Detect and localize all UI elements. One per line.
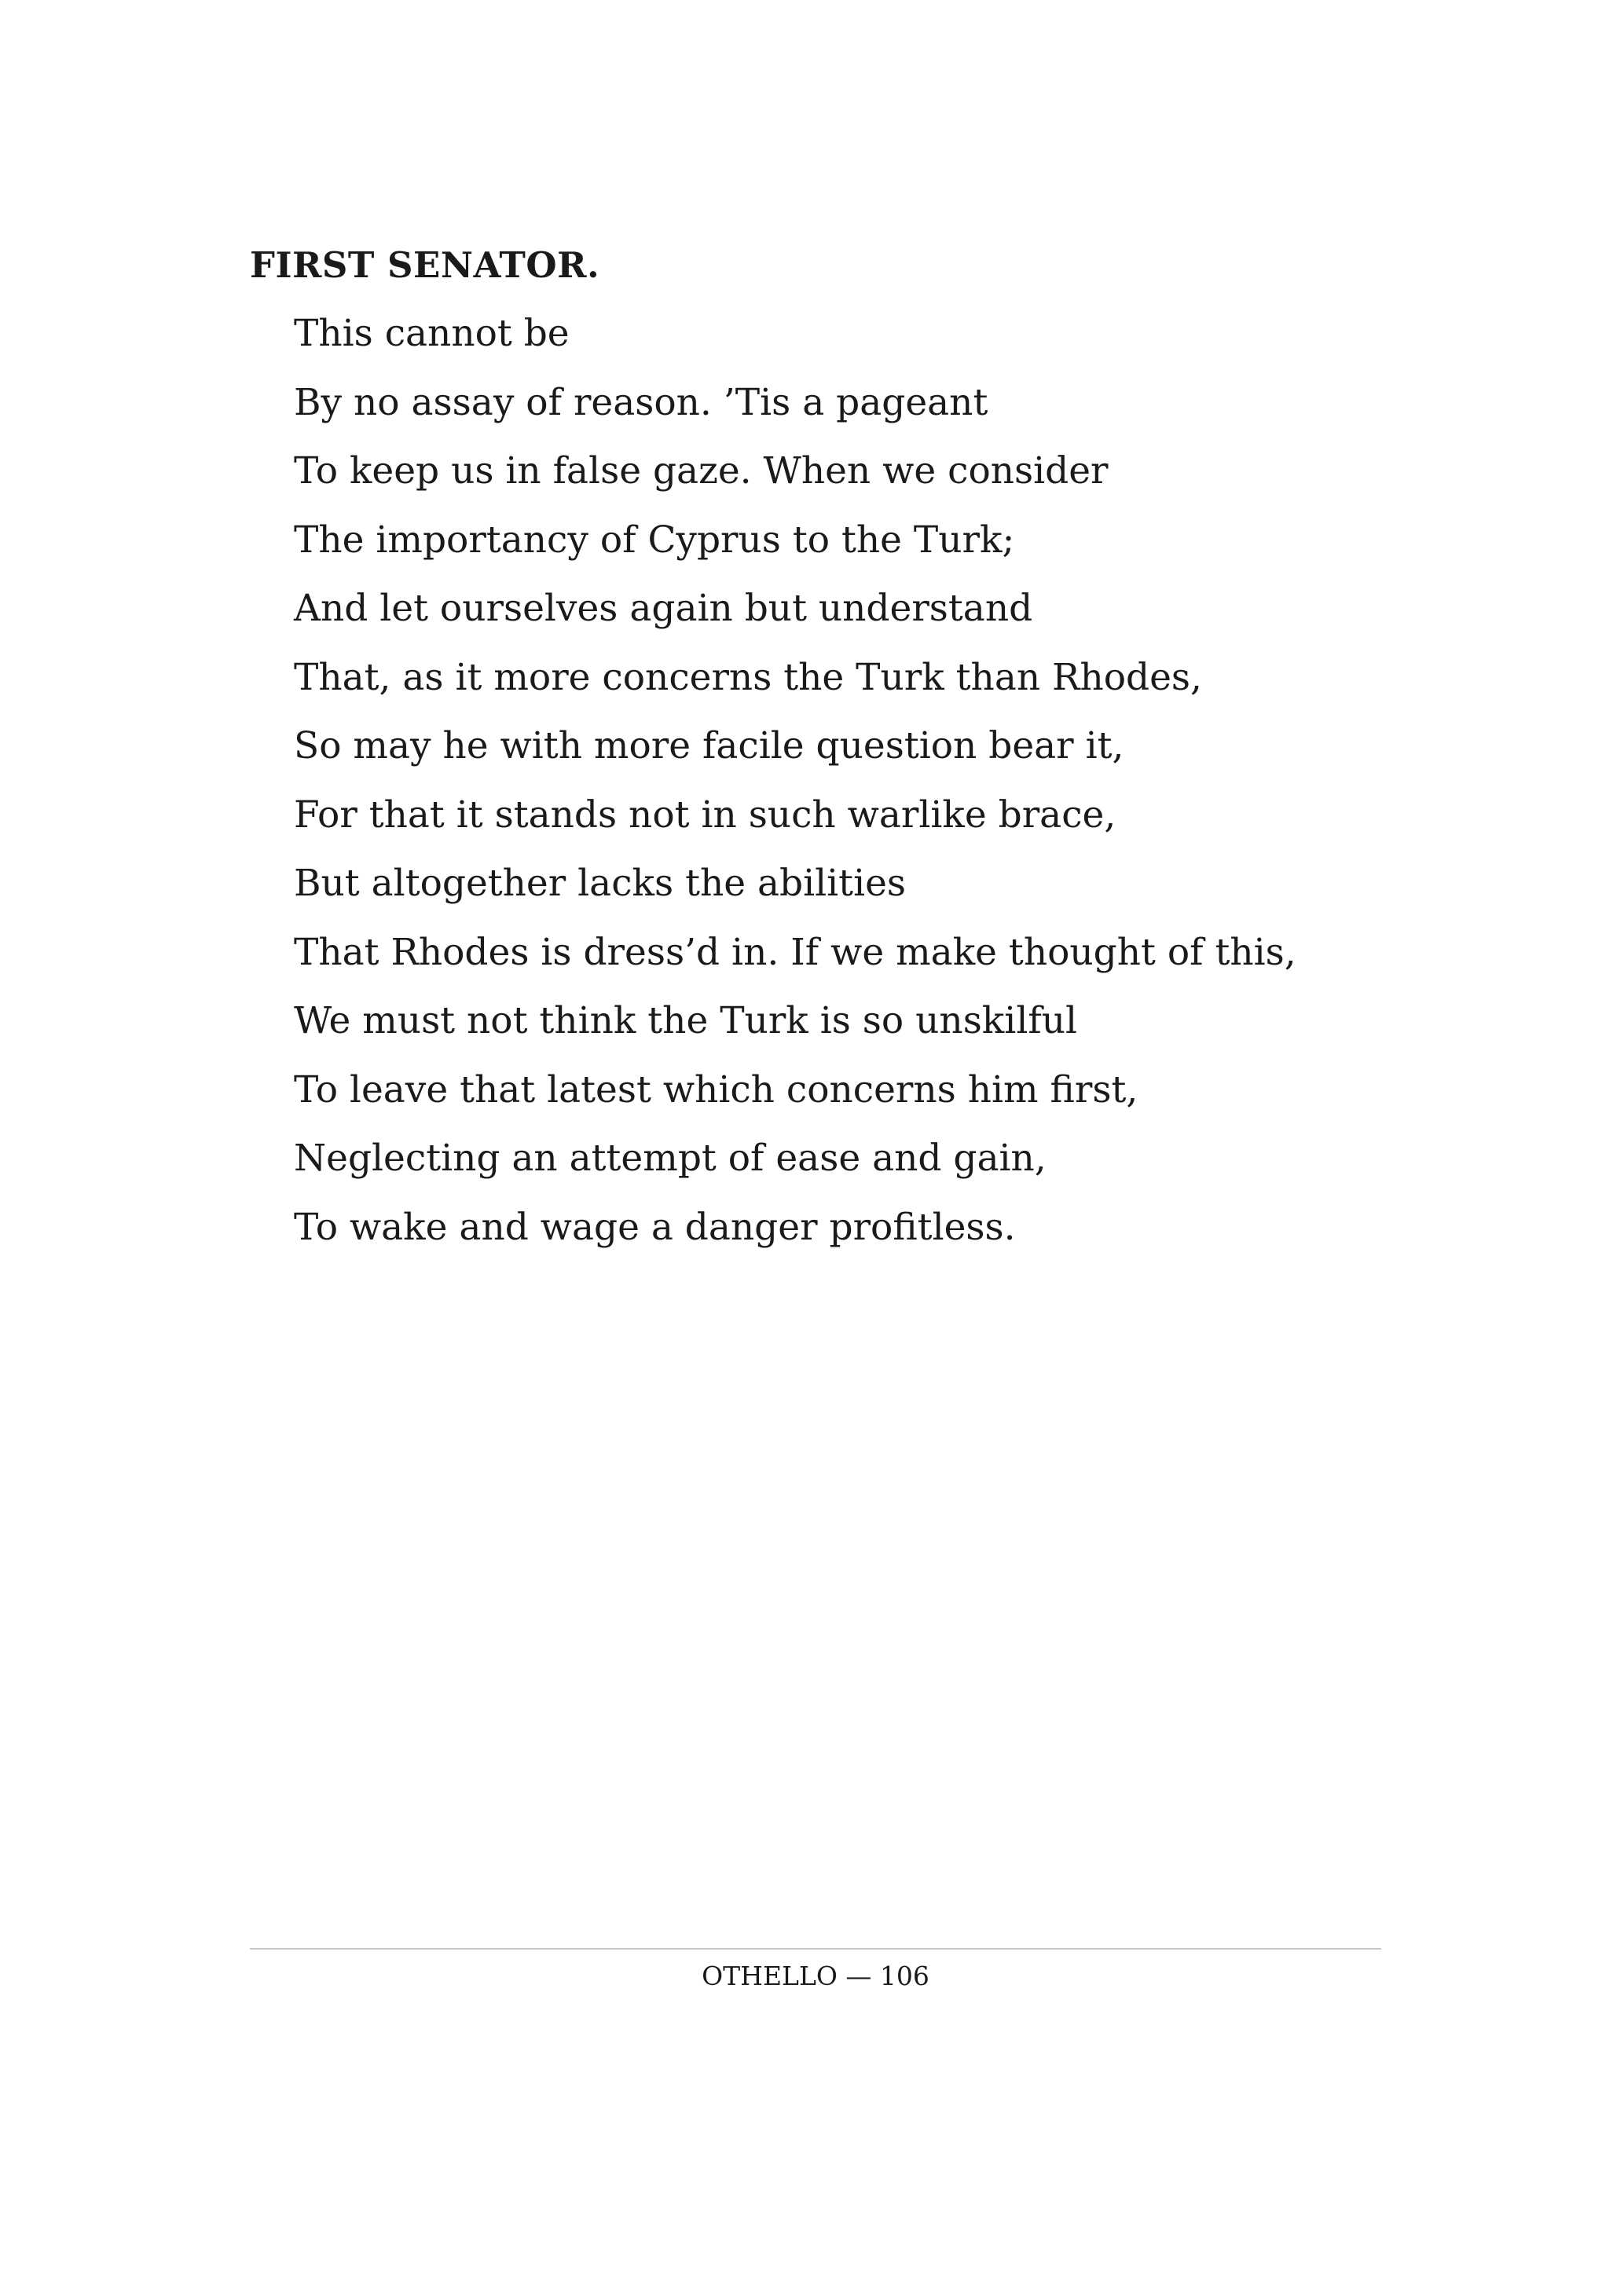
verse-line: But altogether lacks the abilities [294, 862, 907, 905]
verse-line: For that it stands not in such warlike brace, [294, 793, 1116, 837]
verse-line: To wake and wage a danger profitless. [294, 1205, 1016, 1249]
verse-line: Neglecting an attempt of ease and gain, [294, 1137, 1047, 1180]
verse-line: By no assay of reason. ’Tis a pageant [294, 380, 988, 424]
verse-line: To leave that latest which concerns him first, [294, 1067, 1138, 1111]
verse-block [294, 310, 1296, 1273]
footer-divider [250, 1948, 1381, 1950]
verse-line: To keep us in false gaze. When we consider [294, 449, 1109, 493]
verse-line: The importancy of Cyprus to the Turk; [294, 518, 1015, 562]
verse-line: And let ourselves again but understand [294, 587, 1033, 630]
verse-line: So may he with more facile question bear it, [294, 724, 1124, 767]
verse-line: This cannot be [294, 312, 570, 355]
verse-line: That, as it more concerns the Turk than Rhodes, [294, 655, 1202, 699]
verse-line: That Rhodes is dress’d in. If we make thought of this, [294, 930, 1296, 974]
verse-line: We must not think the Turk is so unskilful [294, 999, 1078, 1042]
speaker-name: FIRST SENATOR. [250, 244, 600, 286]
page-footer: OTHELLO — 106 [702, 1961, 929, 1991]
